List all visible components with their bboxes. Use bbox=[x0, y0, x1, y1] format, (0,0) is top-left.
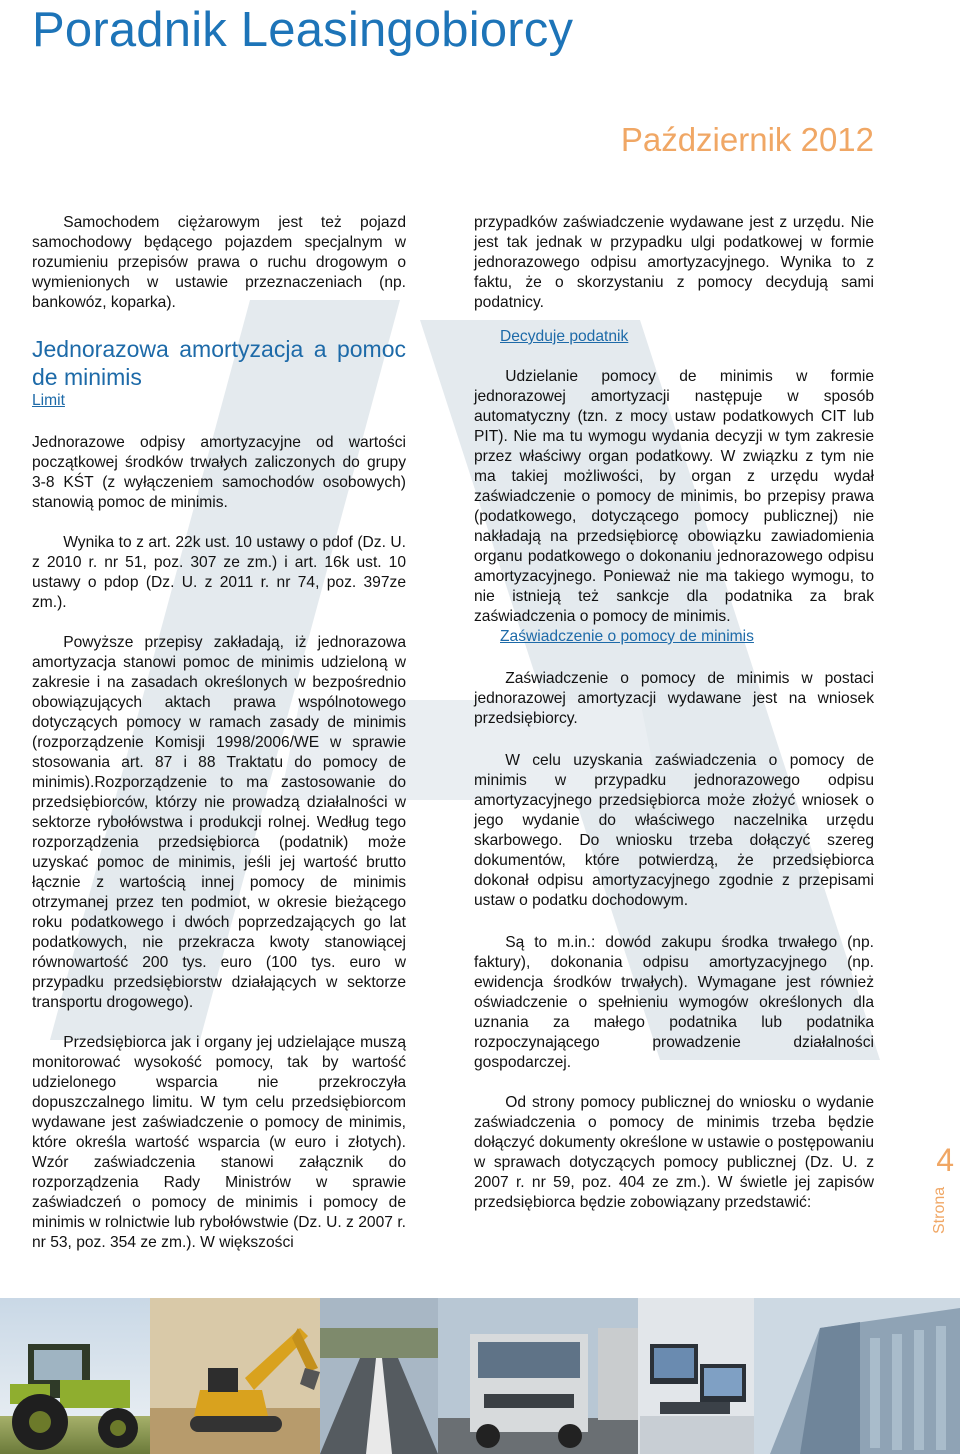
body-paragraph: Zaświadczenie o pomocy de minimis w postaci jednorazowej amortyzacji wydawane jest na wniosek przedsiębiorcy. bbox=[474, 670, 874, 727]
page-number: 4 bbox=[936, 1142, 954, 1178]
left-column bbox=[32, 213, 406, 1253]
computers-image bbox=[638, 1298, 754, 1454]
subheading-decision: Decyduje podatnik bbox=[500, 328, 629, 345]
road-image bbox=[320, 1298, 438, 1454]
body-paragraph: Jednorazowe odpisy amortyzacyjne od wartości początkowej środków trwałych zaliczonych do grupy 3-8 KŚT (z wyłączeniem samochodów osobowych) stanowią pomoc de minimis. bbox=[32, 434, 406, 511]
body-paragraph: W celu uzyskania zaświadczenia o pomocy de minimis w przypadku jednorazowego odpisu amortyzacyjnego przedsiębiorca może złożyć wniosek o jego wydanie do właściwego naczelnika urzędu skarbowego. Do wniosku trzeba dołączyć szereg dokumentów, które potwierdzą, że przedsiębiorca dokonał odpisu amortyzacyjnego zgodnie z przepisami ustaw o podatku dochodowym. bbox=[474, 752, 874, 909]
excavator-image bbox=[150, 1298, 320, 1454]
issue-date: Październik 2012 bbox=[620, 121, 874, 158]
body-paragraph: Od strony pomocy publicznej do wniosku o wydanie zaświadczenia o pomocy de minimis trzeba będzie dołączyć dokumenty określone w ustawie o postępowaniu w sprawach dotyczących pomocy publicznej (Dz. U. z 2007 r. nr 59, poz. 404 ze zm.). W świetle jej zapisów przedsiębiorca będzie zobowiązany przedstawić: bbox=[474, 1094, 874, 1211]
page-label-text: Strona bbox=[931, 1186, 948, 1234]
body-paragraph: Przedsiębiorca jak i organy jej udzielające muszą monitorować wysokość pomocy, tak by wartość udzielonego wsparcia nie przekroczyła dopuszczalnego limitu. W tym celu przedsiębiorcom wydawane jest zaświadczenie o pomocy de minimis, które określa wartość wsparcia (w euro i złotych). Wzór zaświadczenia stanowi załącznik do rozporządzenia Rady Ministrów w sprawie zaświadczeń o pomocy de minimis i pomocy de minimis w rolnictwie lub rybołówstwie (Dz. U. z 2007 r. nr 53, poz. 354 ze zm.). W większości bbox=[32, 1034, 406, 1251]
body-paragraph: Są to m.in.: dowód zakupu środka trwałego (np. faktury), dokonania odpisu amortyzacyjnego (np. ewidencja środków trwałych). Wymagane jest również oświadczenie o spełnieniu wymogów określonych dla uznania za małego podatnika lub podatnika rozpoczynającego prowadzenie działalności gospodarczej. bbox=[474, 934, 874, 1071]
newsletter-title: Poradnik Leasingobiorcy bbox=[32, 3, 574, 57]
body-paragraph: Powyższe przepisy zakładają, iż jednorazowa amortyzacja stanowi pomoc de minimis udzieloną w zakresie i na zasadach określonych w bezpośrednio obowiązujących aktach prawa wspólnotowego dotyczących pomocy w ramach zasady de minimis (rozporządzenie Komisji 1998/2006/WE w sprawie stosowania art. 87 i 88 Traktatu do pomocy de minimis).Rozporządzenie to ma zastosowanie do przedsiębiorców, którzy nie prowadzą działalności w sektorze rybołówstwa i produkcji rolnej. Według tego rozporządzenia przedsiębiorca (podatnik) może uzyskać pomoc de minimis, jeśli jej wartość brutto łącznie z wartością innej pomocy de minimis otrzymanej przez ten podmiot, w okresie bieżącego roku podatkowego i dwóch poprzedzających go lat podatkowych, nie przekracza kwoty stanowiącej równowartość 200 tys. euro (100 tys. euro w przypadku przedsiębiorstw działających w sektorze transportu drogowego). bbox=[32, 634, 406, 1011]
office-building-image bbox=[754, 1298, 960, 1454]
footer-photo-strip bbox=[0, 1298, 960, 1454]
truck-image bbox=[438, 1298, 638, 1454]
subheading-certificate: Zaświadczenie o pomocy de minimis bbox=[500, 628, 754, 645]
subheading-limit: Limit bbox=[32, 392, 65, 409]
section-heading: Jednorazowa amortyzacja a pomoc de minimis bbox=[32, 336, 406, 390]
intro-paragraph: Samochodem ciężarowym jest też pojazd samochodowy będącego pojazdem specjalnym w rozumieniu przepisów prawa o ruchu drogowym o wymienionych w ustawie przeznaczeniach (np. bankowóz, koparka). bbox=[32, 214, 406, 311]
right-column bbox=[474, 213, 874, 1213]
body-paragraph: Udzielanie pomocy de minimis w formie jednorazowej amortyzacji następuje w sposób automatyczny (tzn. z mocy ustaw podatkowych CIT lub PIT). Nie ma tu wymogu wydania decyzji w tym zakresie przez właściwy organ podatkowy. W związku z tym nie ma takiej możliwości, by organ z urzędu wydał zaświadczenie o pomocy de minimis, bo przepisy prawa (podatkowego, dotyczącego pomocy publicznej) nie nakładają na przedsiębiorcę obowiązku zawiadomienia organu podatkowego o dokonaniu jednorazowego odpisu amortyzacyjnego. Ponieważ nie ma takiego wymogu, to nie istnieją też sankcje dla podatnika za brak zaświadczenia o pomocy de minimis. bbox=[474, 368, 874, 625]
body-paragraph-continued: przypadków zaświadczenie wydawane jest z urzędu. Nie jest tak jednak w przypadku ulgi podatkowej w formie jednorazowego odpisu amortyzacyjnego. Wynika to z faktu, że o skorzystaniu z pomocy decydują sami podatnicy. bbox=[474, 214, 874, 311]
body-paragraph: Wynika to z art. 22k ust. 10 ustawy o pdof (Dz. U. z 2010 r. nr 51, poz. 307 ze zm.) i art. 16k ust. 10 ustawy o pdop (Dz. U. z 2011 r. nr 74, poz. 397ze zm.). bbox=[32, 534, 406, 611]
